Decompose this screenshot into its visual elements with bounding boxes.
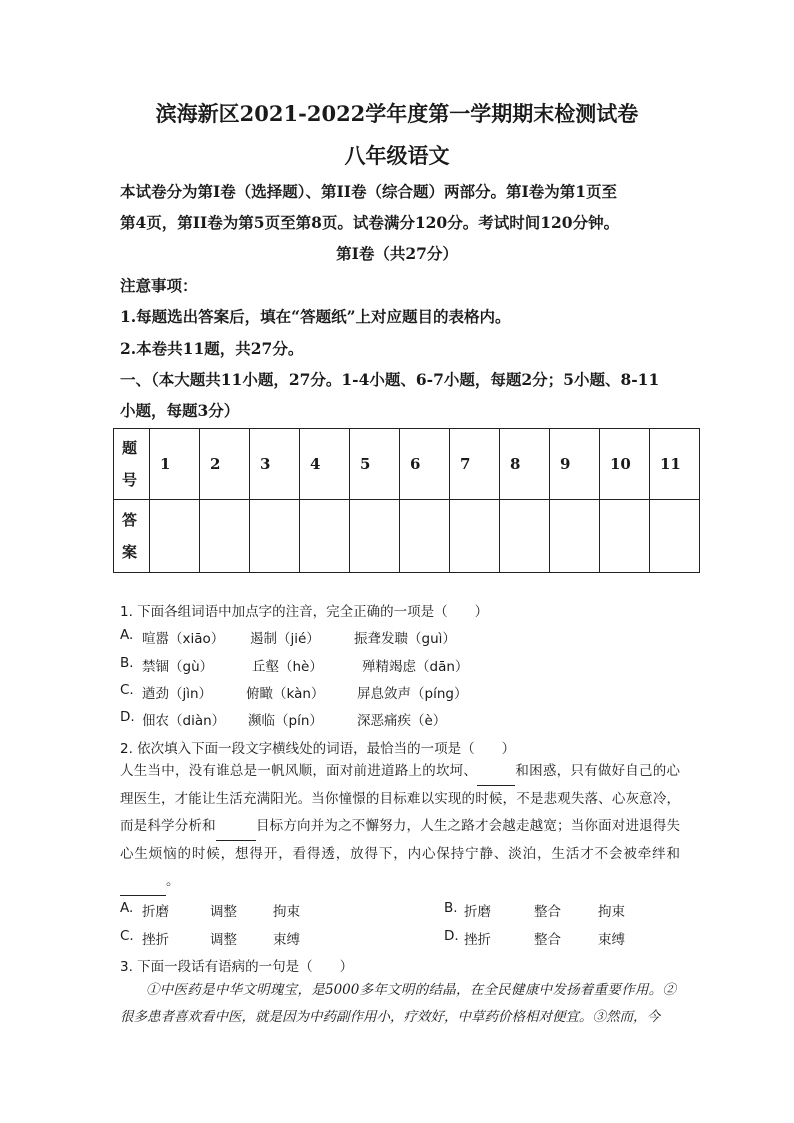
answer-cell[interactable] [650,500,700,573]
notice-item-1: 1.每题选出答案后，填在“答题纸”上对应题目的表格内。 [120,307,511,326]
answer-cell[interactable] [250,500,300,573]
table-header-answer: 答 案 [114,500,150,573]
q1-option-b-letter: B. [120,655,134,671]
table-cell-number: 5 [350,429,400,500]
q2-option-b-word-1: 折磨 [464,904,491,920]
answer-cell[interactable] [600,500,650,573]
q1-option-d-word-1: 佃农（diàn） [142,713,226,729]
q2-option-d-letter: D. [444,928,459,944]
part-1-instructions: 一、（本大题共11小题，27分。1-4小题、6-7小题，每题2分；5小题、8-11 [120,370,660,389]
table-cell-number: 2 [200,429,250,500]
question-3-stem: 3. 下面一段话有语病的一句是（ ） [120,959,354,975]
passage-text: 目标方向并为之不懈努力，人生之路才会越走越宽；当你面对进退得失心生烦恼的时候，想得开，看得透，放得下，内心保持宁静、淡泊，生活才不会被牵绊和 [120,818,681,862]
table-row-numbers [114,429,700,500]
table-cell-number: 7 [450,429,500,500]
q2-option-a-word-1: 折磨 [142,904,169,920]
exam-title: 滨海新区2021-2022学年度第一学期期末检测试卷 [155,101,639,126]
q1-option-d-word-2: 濒临（pín） [248,713,323,729]
intro-line-2: 第4页，第II卷为第5页至第8页。试卷满分120分。考试时间120分钟。 [120,213,620,232]
q1-option-a-word-3: 振聋发聩（guì） [354,631,456,647]
answer-cell[interactable] [350,500,400,573]
fill-blank-2 [216,813,256,841]
notice-title: 注意事项： [120,276,198,295]
part-1-instructions-cont: 小题，每题3分） [120,401,240,420]
q2-option-c-word-2: 调整 [210,932,237,948]
q2-option-c-word-1: 挫折 [142,932,169,948]
passage-text: 。 [166,873,180,889]
answer-cell[interactable] [450,500,500,573]
question-2-stem: 2. 依次填入下面一段文字横线处的词语，最恰当的一项是（ ） [120,741,516,757]
answer-table [113,428,700,573]
q1-option-b-word-1: 禁锢（gù） [142,659,214,675]
q1-option-c-letter: C. [120,682,134,698]
table-cell-number: 11 [650,429,700,500]
fill-blank-3 [120,868,166,896]
q1-option-a-word-1: 喧嚣（xiāo） [142,631,225,647]
q2-option-a-word-3: 拘束 [273,904,300,920]
table-cell-number: 9 [550,429,600,500]
q2-option-b-letter: B. [444,900,458,916]
q2-option-a-letter: A. [120,900,134,916]
q1-option-b-word-3: 殚精竭虑（dān） [362,659,469,675]
q1-option-c-word-1: 遒劲（jìn） [142,686,213,702]
table-header-number: 题 号 [114,429,150,500]
q2-option-b-word-2: 整合 [534,904,561,920]
answer-cell[interactable] [400,500,450,573]
q2-option-d-word-1: 挫折 [464,932,491,948]
q1-option-a-word-2: 遏制（jié） [250,631,320,647]
table-cell-number: 1 [150,429,200,500]
answer-cell[interactable] [550,500,600,573]
q2-option-d-word-3: 束缚 [598,932,625,948]
exam-subtitle: 八年级语文 [344,143,450,168]
question-1-stem: 1. 下面各组词语中加点字的注音，完全正确的一项是（ ） [120,604,489,620]
q1-option-c-word-2: 俯瞰（kàn） [246,686,325,702]
table-cell-number: 6 [400,429,450,500]
answer-cell[interactable] [300,500,350,573]
q1-option-d-letter: D. [120,709,135,725]
section-heading: 第Ⅰ卷（共27分） [336,244,458,263]
q1-option-d-word-3: 深恶痛疾（è） [357,713,447,729]
answer-cell[interactable] [200,500,250,573]
table-cell-number: 8 [500,429,550,500]
passage-text: 和困惑，只有做好自己的心理医生，才能让生活充满阳光。当你憧憬的目标难以实现的时候，不是悲观失落、心灰意冷，而是科学分析和 [120,763,681,834]
q1-option-b-word-2: 丘壑（hè） [252,659,323,675]
q2-option-d-word-2: 整合 [534,932,561,948]
fill-blank-1 [477,758,515,786]
q2-option-b-word-3: 拘束 [598,904,625,920]
passage-text: 人生当中，没有谁总是一帆风顺，面对前进道路上的坎坷、 [120,763,478,779]
answer-cell[interactable] [150,500,200,573]
table-cell-number: 3 [250,429,300,500]
q2-option-c-letter: C. [120,928,134,944]
notice-item-2: 2.本卷共11题，共27分。 [120,339,304,358]
question-2-passage [120,758,680,896]
q1-option-c-word-3: 屏息敛声（píng） [357,686,468,702]
intro-line-1: 本试卷分为第Ⅰ卷（选择题）、第II卷（综合题）两部分。第Ⅰ卷为第1页至 [120,182,618,201]
table-cell-number: 4 [300,429,350,500]
question-3-passage: ①中医药是中华文明瑰宝，是5000多年文明的结晶，在全民健康中发扬着重要作用。②很多患者喜欢看中医，就是因为中药副作用小，疗效好，中草药价格相对便宜。③然而，今 [120,982,676,1025]
answer-cell[interactable] [500,500,550,573]
table-cell-number: 10 [600,429,650,500]
table-row-answers [114,500,700,573]
q2-option-a-word-2: 调整 [210,904,237,920]
q1-option-a-letter: A. [120,627,134,643]
q2-option-c-word-3: 束缚 [273,932,300,948]
